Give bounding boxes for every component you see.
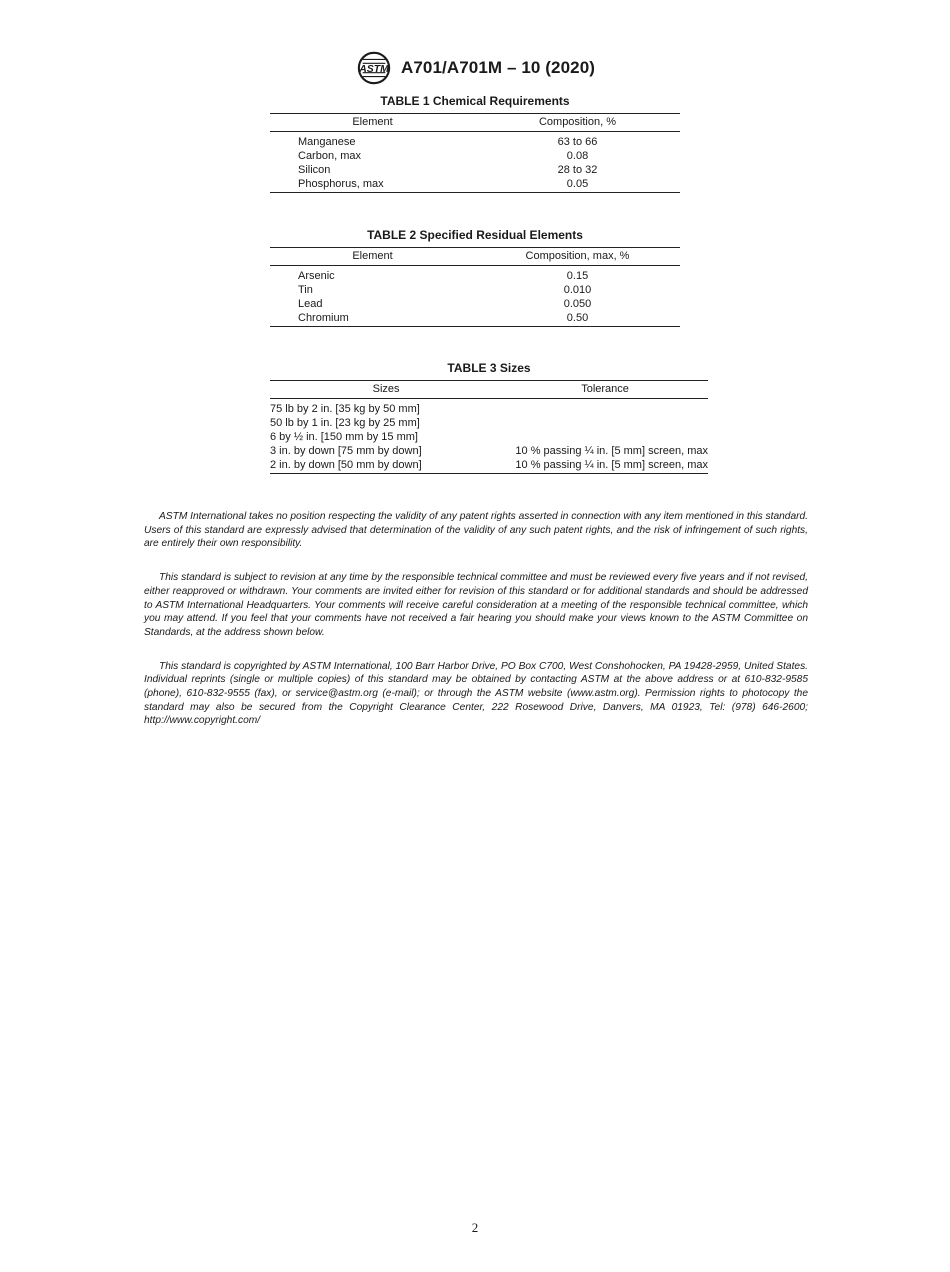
value-cell: 0.050 — [563, 298, 592, 310]
table-row — [270, 399, 708, 417]
tolerance-cell: 10 % passing ¼ in. [5 mm] screen, max — [515, 445, 708, 457]
tolerance-cell — [502, 430, 708, 444]
element-cell: Carbon, max — [298, 150, 361, 162]
column-header: Sizes — [270, 381, 502, 399]
table-row — [270, 430, 708, 444]
element-cell: Silicon — [298, 164, 331, 176]
table-row — [270, 132, 680, 150]
element-cell: Tin — [298, 284, 313, 296]
column-header: Composition, max, % — [475, 248, 680, 266]
patent-notice: ASTM International takes no position respecting the validity of any patent rights asserted in connection with any item mentioned in this standard. Users of this standard are expressly advised that determination of the validity of any such patent rights, and the risk of infringement of such rights, are entirely their own responsibility. — [144, 511, 808, 550]
size-cell: 6 by ½ in. [150 mm by 15 mm] — [270, 431, 418, 443]
table-row — [270, 266, 680, 284]
tolerance-cell — [502, 399, 708, 417]
column-header: Tolerance — [502, 381, 708, 399]
value-cell: 63 to 66 — [557, 136, 598, 148]
value-cell: 0.15 — [566, 270, 589, 282]
column-header: Element — [270, 114, 475, 132]
legal-notices — [144, 510, 808, 748]
tolerance-cell: 10 % passing ¼ in. [5 mm] screen, max — [515, 459, 708, 471]
revision-notice: This standard is subject to revision at any time by the responsible technical committee and must be reviewed every five years and if not revised, either reapproved or withdrawn. Your comments are invited either for revision of this standard or for additional standards and should be addressed to ASTM International Headquarters. Your comments will receive careful consideration at a meeting of the responsible technical committee, which you may attend. If you feel that your comments have not received a fair hearing you should make your views known to the ASTM Committee on Standards, at the address shown below. — [144, 572, 808, 638]
table-title: TABLE 1 Chemical Requirements — [380, 94, 570, 108]
table-row — [270, 444, 708, 458]
page-number: 2 — [471, 1220, 479, 1235]
table-row — [270, 416, 708, 430]
copyright-notice: This standard is copyrighted by ASTM International, 100 Barr Harbor Drive, PO Box C700, West Conshohocken, PA 19428-2959, United States. Individual reprints (single or multiple copies) of this standard may be obtained by contacting ASTM at the above address or at 610-832-9585 (phone), 610-832-9555 (fax), or service@astm.org (e-mail); or through the ASTM website (www.astm.org). Permission rights to photocopy the standard may also be secured from the Copyright Clearance Center, 222 Rosewood Drive, Danvers, MA 01923, Tel: (978) 646-2600; http://www.copyright.com/ — [144, 660, 808, 727]
element-cell: Phosphorus, max — [298, 178, 384, 190]
document-designation: A701/A701M – 10 (2020) — [400, 58, 596, 77]
table-sizes — [270, 361, 708, 474]
tolerance-cell — [502, 416, 708, 430]
value-cell: 0.05 — [566, 178, 589, 190]
document-header — [0, 50, 950, 86]
table-row — [270, 177, 680, 193]
table-specified-residual-elements — [270, 228, 680, 327]
table-row — [270, 163, 680, 177]
table-row — [270, 149, 680, 163]
size-cell: 50 lb by 1 in. [23 kg by 25 mm] — [270, 417, 420, 429]
table-row — [270, 297, 680, 311]
svg-text:ASTM: ASTM — [359, 63, 389, 75]
value-cell: 0.08 — [566, 150, 589, 162]
table-row — [270, 311, 680, 327]
astm-logo-icon — [355, 50, 393, 86]
size-cell: 75 lb by 2 in. [35 kg by 50 mm] — [270, 403, 420, 415]
element-cell: Lead — [298, 298, 323, 310]
table-title: TABLE 3 Sizes — [447, 361, 531, 375]
element-cell: Arsenic — [298, 270, 335, 282]
size-cell: 3 in. by down [75 mm by down] — [270, 445, 422, 457]
value-cell: 28 to 32 — [557, 164, 598, 176]
element-cell: Chromium — [298, 312, 349, 324]
value-cell: 0.010 — [563, 284, 592, 296]
table-chemical-requirements — [270, 94, 680, 193]
size-cell: 2 in. by down [50 mm by down] — [270, 459, 422, 471]
column-header: Element — [270, 248, 475, 266]
table-title: TABLE 2 Specified Residual Elements — [367, 228, 583, 242]
table-row — [270, 283, 680, 297]
element-cell: Manganese — [298, 136, 356, 148]
value-cell: 0.50 — [566, 312, 589, 324]
column-header: Composition, % — [475, 114, 680, 132]
table-row — [270, 458, 708, 474]
